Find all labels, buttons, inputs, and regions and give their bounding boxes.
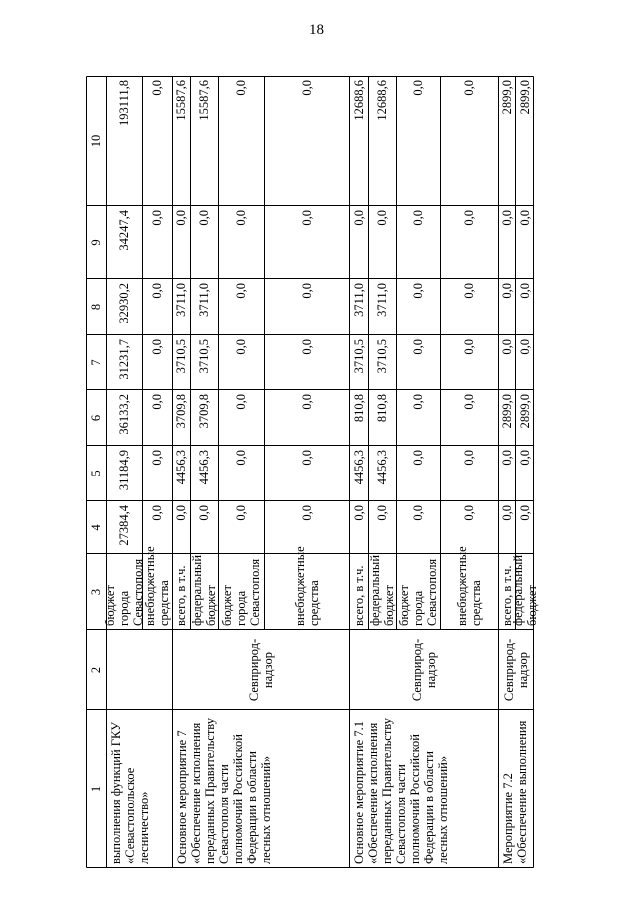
value-cell [172,505,190,552]
value-cell [190,283,218,333]
header-cell-text: 6 [89,414,103,422]
value-cell-text: 3709,8 [197,394,211,429]
block-name-text: Основное мероприятие 7 «Обеспечение исполнения переданных Правительству Севастополя части полномочий Российской Федерации в области лесных отношений» [175,717,273,864]
value-cell-text: 0,0 [299,80,314,96]
value-cell [264,394,349,444]
source-cell [440,546,498,626]
source-cell-text: внебюджетные средства [143,546,171,626]
value-cell-text: 0,0 [411,450,425,466]
value-cell [264,283,349,333]
value-cell-text: 810,8 [375,394,389,423]
value-cell-text: 0,0 [299,283,314,299]
value-cell [106,283,142,333]
value-cell [190,450,218,499]
value-cell [349,283,368,333]
source-cell [349,558,368,626]
rotated-table [86,76,539,868]
value-cell [349,210,368,277]
value-cell [190,394,218,444]
block-executor-text: Севприрод-надзор [246,638,275,702]
value-cell [218,283,264,333]
value-cell-text: 3711,0 [174,283,188,317]
header-cell-text: 3 [89,588,103,596]
header-cell [89,76,103,206]
source-cell [368,554,396,626]
source-cell-text: федеральный бюджет [510,554,539,626]
value-cell [368,80,396,204]
value-cell-text: 3710,5 [197,339,211,374]
value-cell [106,339,142,388]
value-cell [349,80,368,204]
value-cell-text: 36133,2 [117,394,131,435]
value-cell-text: 27384,4 [117,505,131,546]
value-cell-text: 0,0 [517,339,532,355]
value-cell [349,450,368,499]
value-cell [498,283,515,333]
value-cell [172,339,190,388]
value-cell-text: 0,0 [462,394,476,410]
value-cell [368,450,396,499]
value-cell [515,450,534,499]
source-cell-text: внебюджетные средства [292,546,321,626]
value-cell [440,394,498,444]
value-cell-text: 0,0 [150,339,164,355]
value-cell [440,339,498,388]
value-cell [218,505,264,552]
value-cell [368,394,396,444]
value-cell-text: 810,8 [351,394,366,423]
source-cell [190,554,218,626]
header-cell-text: 1 [89,785,103,793]
value-cell [349,394,368,444]
value-cell-text: 2899,0 [517,394,532,429]
value-cell [172,80,190,204]
value-cell-text: 0,0 [462,210,476,226]
source-cell-text: федеральный бюджет [190,554,218,626]
value-cell-text: 0,0 [234,394,248,410]
value-cell-text: 0,0 [411,339,425,355]
value-cell [440,210,498,277]
value-cell [106,210,142,277]
header-cell-text: 10 [89,134,103,148]
value-cell [498,339,515,388]
value-cell-text: 0,0 [411,210,425,226]
header-cell [89,630,103,710]
value-cell-text: 0,0 [499,339,514,355]
header-cell-text: 9 [89,239,103,246]
block-name [175,714,346,864]
value-cell-text: 0,0 [411,80,425,96]
value-cell [264,210,349,277]
header-cell [89,335,103,390]
value-cell [396,80,440,204]
source-cell [142,546,172,626]
value-cell [218,450,264,499]
value-cell-text: 0,0 [351,210,366,226]
value-cell-text: 32930,2 [117,283,131,324]
value-cell [396,339,440,388]
value-cell [142,450,172,499]
header-cell-text: 8 [89,303,103,311]
value-cell-text: 0,0 [150,210,164,226]
value-cell [349,505,368,552]
block-executor [172,634,349,706]
value-cell [440,505,498,552]
value-cell [190,505,218,552]
value-cell [218,394,264,444]
value-cell [218,339,264,388]
source-cell-text: всего, в т.ч. [174,565,188,626]
value-cell-text: 0,0 [411,505,425,521]
source-cell-text: бюджет города Севастополя [220,558,262,626]
header-cell [89,206,103,279]
value-cell-text: 0,0 [299,210,314,226]
value-cell [264,505,349,552]
value-cell [440,80,498,204]
source-cell-text: бюджет города Севастополя [397,558,439,626]
value-cell-text: 31184,9 [117,450,131,491]
value-cell-text: 0,0 [462,339,476,355]
value-cell-text: 0,0 [299,505,314,521]
value-cell [515,80,534,204]
value-cell [106,505,142,552]
value-cell-text: 0,0 [174,505,188,521]
value-cell-text: 0,0 [299,394,314,410]
value-cell [396,505,440,552]
value-cell-text: 4456,3 [351,450,366,485]
value-cell-text: 3710,5 [375,339,389,374]
value-cell [172,283,190,333]
header-cell [89,279,103,335]
value-cell-text: 3710,5 [174,339,188,374]
value-cell-text: 34247,4 [117,210,131,251]
block-name-text: выполнения функций ГКУ «Севастопольское лесничество» [109,722,151,864]
value-cell-text: 0,0 [351,505,366,521]
source-cell [396,558,440,626]
value-cell [396,394,440,444]
value-cell-text: 15587,6 [197,80,211,121]
value-cell-text: 0,0 [517,283,532,299]
value-cell-text: 0,0 [234,505,248,521]
value-cell-text: 0,0 [299,339,314,355]
value-cell [264,450,349,499]
value-cell-text: 0,0 [234,210,248,226]
value-cell [396,450,440,499]
value-cell-text: 2899,0 [517,80,532,115]
header-cell-text: 7 [89,359,103,366]
value-cell [142,394,172,444]
value-cell [498,450,515,499]
source-cell-text: федеральный бюджет [368,554,396,626]
value-cell [218,210,264,277]
block-executor [498,634,534,706]
value-cell [190,210,218,277]
page-number: 18 [309,22,324,38]
value-cell-text: 2899,0 [499,394,514,429]
value-cell [396,210,440,277]
value-cell [368,505,396,552]
value-cell-text: 0,0 [517,505,532,521]
value-cell [440,283,498,333]
value-cell-text: 0,0 [150,283,164,299]
block-name [501,714,531,864]
value-cell [142,80,172,204]
value-cell-text: 3710,5 [351,339,366,374]
value-cell [142,505,172,552]
source-cell [172,558,190,626]
value-cell [349,339,368,388]
value-cell-text: 0,0 [150,505,164,521]
value-cell [396,283,440,333]
value-cell [264,339,349,388]
value-cell [190,80,218,204]
value-cell-text: 3711,0 [351,283,366,317]
value-cell [142,339,172,388]
value-cell-text: 0,0 [462,283,476,299]
value-cell-text: 3709,8 [174,394,188,429]
header-cell-text: 5 [89,470,103,477]
value-cell-text: 4456,3 [375,450,389,485]
source-cell [264,546,349,626]
value-cell [106,80,142,204]
value-cell [440,450,498,499]
value-cell [498,394,515,444]
header-cell [89,390,103,446]
block-executor-text: Севприрод-надзор [502,638,530,702]
value-cell-text: 0,0 [299,450,314,466]
header-cell [89,710,103,868]
value-cell-text: 2899,0 [499,80,514,115]
value-cell [172,210,190,277]
value-cell [368,339,396,388]
value-cell-text: 0,0 [517,450,532,466]
value-cell [106,394,142,444]
value-cell [515,505,534,552]
header-cell [89,446,103,501]
value-cell [218,80,264,204]
block-name [109,714,169,864]
value-cell-text: 0,0 [174,210,188,226]
value-cell-text: 0,0 [150,80,164,96]
value-cell [190,339,218,388]
header-cell [89,554,103,630]
value-cell-text: 0,0 [375,210,389,226]
block-name [352,714,495,864]
value-cell-text: 3711,0 [197,283,211,317]
value-cell-text: 12688,6 [351,80,366,121]
value-cell-text: 0,0 [499,450,514,466]
value-cell-text: 0,0 [411,394,425,410]
value-cell [142,283,172,333]
value-cell-text: 31231,7 [117,339,131,380]
value-cell [172,450,190,499]
header-cell-text: 4 [89,524,103,531]
value-cell [368,210,396,277]
header-cell [89,501,103,554]
source-cell-text: всего, в т.ч. [351,565,366,626]
value-cell [498,505,515,552]
value-cell-text: 0,0 [234,283,248,299]
value-cell [142,210,172,277]
source-cell-text: всего, в т.ч. [499,565,514,626]
value-cell-text: 0,0 [375,505,389,521]
source-cell [510,554,539,626]
block-executor [349,634,498,706]
value-cell-text: 0,0 [499,210,514,226]
block-name-text: Основное мероприятие 7.1 «Обеспечение исполнения переданных Правительству Севастополя части полномочий Российской Федерации в области лесных отношений» [352,717,450,864]
source-cell-text: внебюджетные средства [455,546,483,626]
value-cell-text: 4456,3 [197,450,211,485]
source-cell [103,558,145,626]
block-executor-text: Севприрод-надзор [409,638,438,702]
value-cell [172,394,190,444]
value-cell [515,210,534,277]
value-cell-text: 0,0 [234,339,248,355]
value-cell-text: 0,0 [197,210,211,226]
value-cell-text: 0,0 [462,80,476,96]
value-cell [106,450,142,499]
value-cell-text: 3711,0 [375,283,389,317]
value-cell [515,283,534,333]
source-cell [218,558,264,626]
budget-table [86,76,539,868]
value-cell-text: 0,0 [462,450,476,466]
value-cell [515,339,534,388]
value-cell-text: 0,0 [499,505,514,521]
source-cell-text: бюджет города Севастополя [103,558,145,626]
value-cell-text: 0,0 [197,505,211,521]
value-cell [368,283,396,333]
value-cell-text: 15587,6 [174,80,188,121]
header-cell-text: 2 [89,666,103,674]
value-cell [498,80,515,204]
value-cell-text: 12688,6 [375,80,389,121]
value-cell [515,394,534,444]
value-cell-text: 0,0 [517,210,532,226]
value-cell-text: 0,0 [150,394,164,410]
value-cell-text: 4456,3 [174,450,188,485]
value-cell-text: 0,0 [234,80,248,96]
value-cell-text: 0,0 [411,283,425,299]
block-name-text: Мероприятие 7.2 «Обеспечение выполнения [501,720,529,864]
value-cell [498,210,515,277]
value-cell-text: 0,0 [499,283,514,299]
value-cell-text: 193111,8 [117,80,131,126]
value-cell-text: 0,0 [462,505,476,521]
value-cell [264,80,349,204]
value-cell-text: 0,0 [150,450,164,466]
value-cell-text: 0,0 [234,450,248,466]
